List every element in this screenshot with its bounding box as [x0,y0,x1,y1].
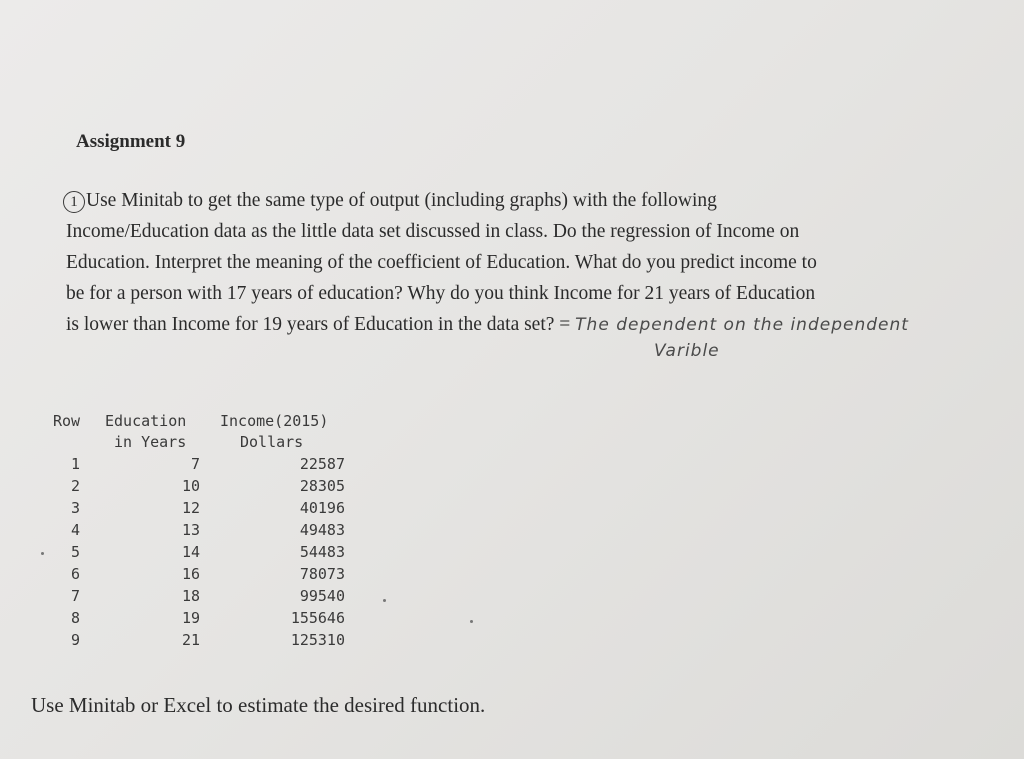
header-income-line2: Dollars [240,433,304,451]
row-number: 5 [70,543,80,561]
income-cell: 49483 [299,521,345,539]
education-cell: 10 [181,477,200,495]
row-number: 2 [70,477,80,495]
income-cell: 28305 [299,477,345,495]
education-cell: 18 [181,587,200,605]
education-cell: 21 [181,631,200,649]
row-number: 7 [70,587,80,605]
income-cell: 125310 [290,631,345,649]
education-cell: 19 [181,609,200,627]
income-cell: 54483 [299,543,345,561]
education-cell: 12 [181,499,200,517]
row-number: 1 [70,455,80,473]
row-number: 6 [70,565,80,583]
education-cell: 16 [181,565,200,583]
income-cell: 22587 [299,455,345,473]
education-cell: 13 [181,521,200,539]
row-number: 3 [70,499,80,517]
question-number-circle: 1 [63,191,85,213]
paragraph-line-5-text: is lower than Income for 19 years of Education in the data set? = [66,314,571,335]
paragraph-line-2: Income/Education data as the little data set discussed in class. Do the regression of Income on [66,221,800,242]
education-cell: 14 [181,543,200,561]
income-cell: 99540 [299,587,345,605]
paragraph-line-4: be for a person with 17 years of education? Why do you think Income for 21 years of Education [66,283,816,304]
income-cell: 78073 [299,565,345,583]
footer-instruction: Use Minitab or Excel to estimate the desired function. [31,693,486,717]
row-number: 4 [70,521,80,539]
paper-speck [41,552,44,555]
income-cell: 40196 [299,499,345,517]
paragraph-line-3: Education. Interpret the meaning of the coefficient of Education. What do you predict income to [66,252,817,273]
paper-speck [470,620,473,623]
row-number: 9 [70,631,80,649]
header-income-line1: Income(2015) [220,412,329,430]
paragraph-line-1: Use Minitab to get the same type of output (including graphs) with the following [86,190,717,211]
handwritten-answer-line-1: The dependent on the independent [575,315,909,335]
header-row: Row [53,412,81,430]
assignment-title: Assignment 9 [76,131,186,152]
header-education-line1: Education [105,412,187,430]
income-cell: 155646 [290,609,345,627]
education-cell: 7 [190,455,200,473]
row-number: 8 [70,609,80,627]
paper-speck [383,599,386,602]
question-paragraph [66,185,946,341]
header-education-line2: in Years [114,433,187,451]
paragraph-line-5 [66,309,946,341]
handwritten-answer-line-2: Varible [654,341,720,361]
